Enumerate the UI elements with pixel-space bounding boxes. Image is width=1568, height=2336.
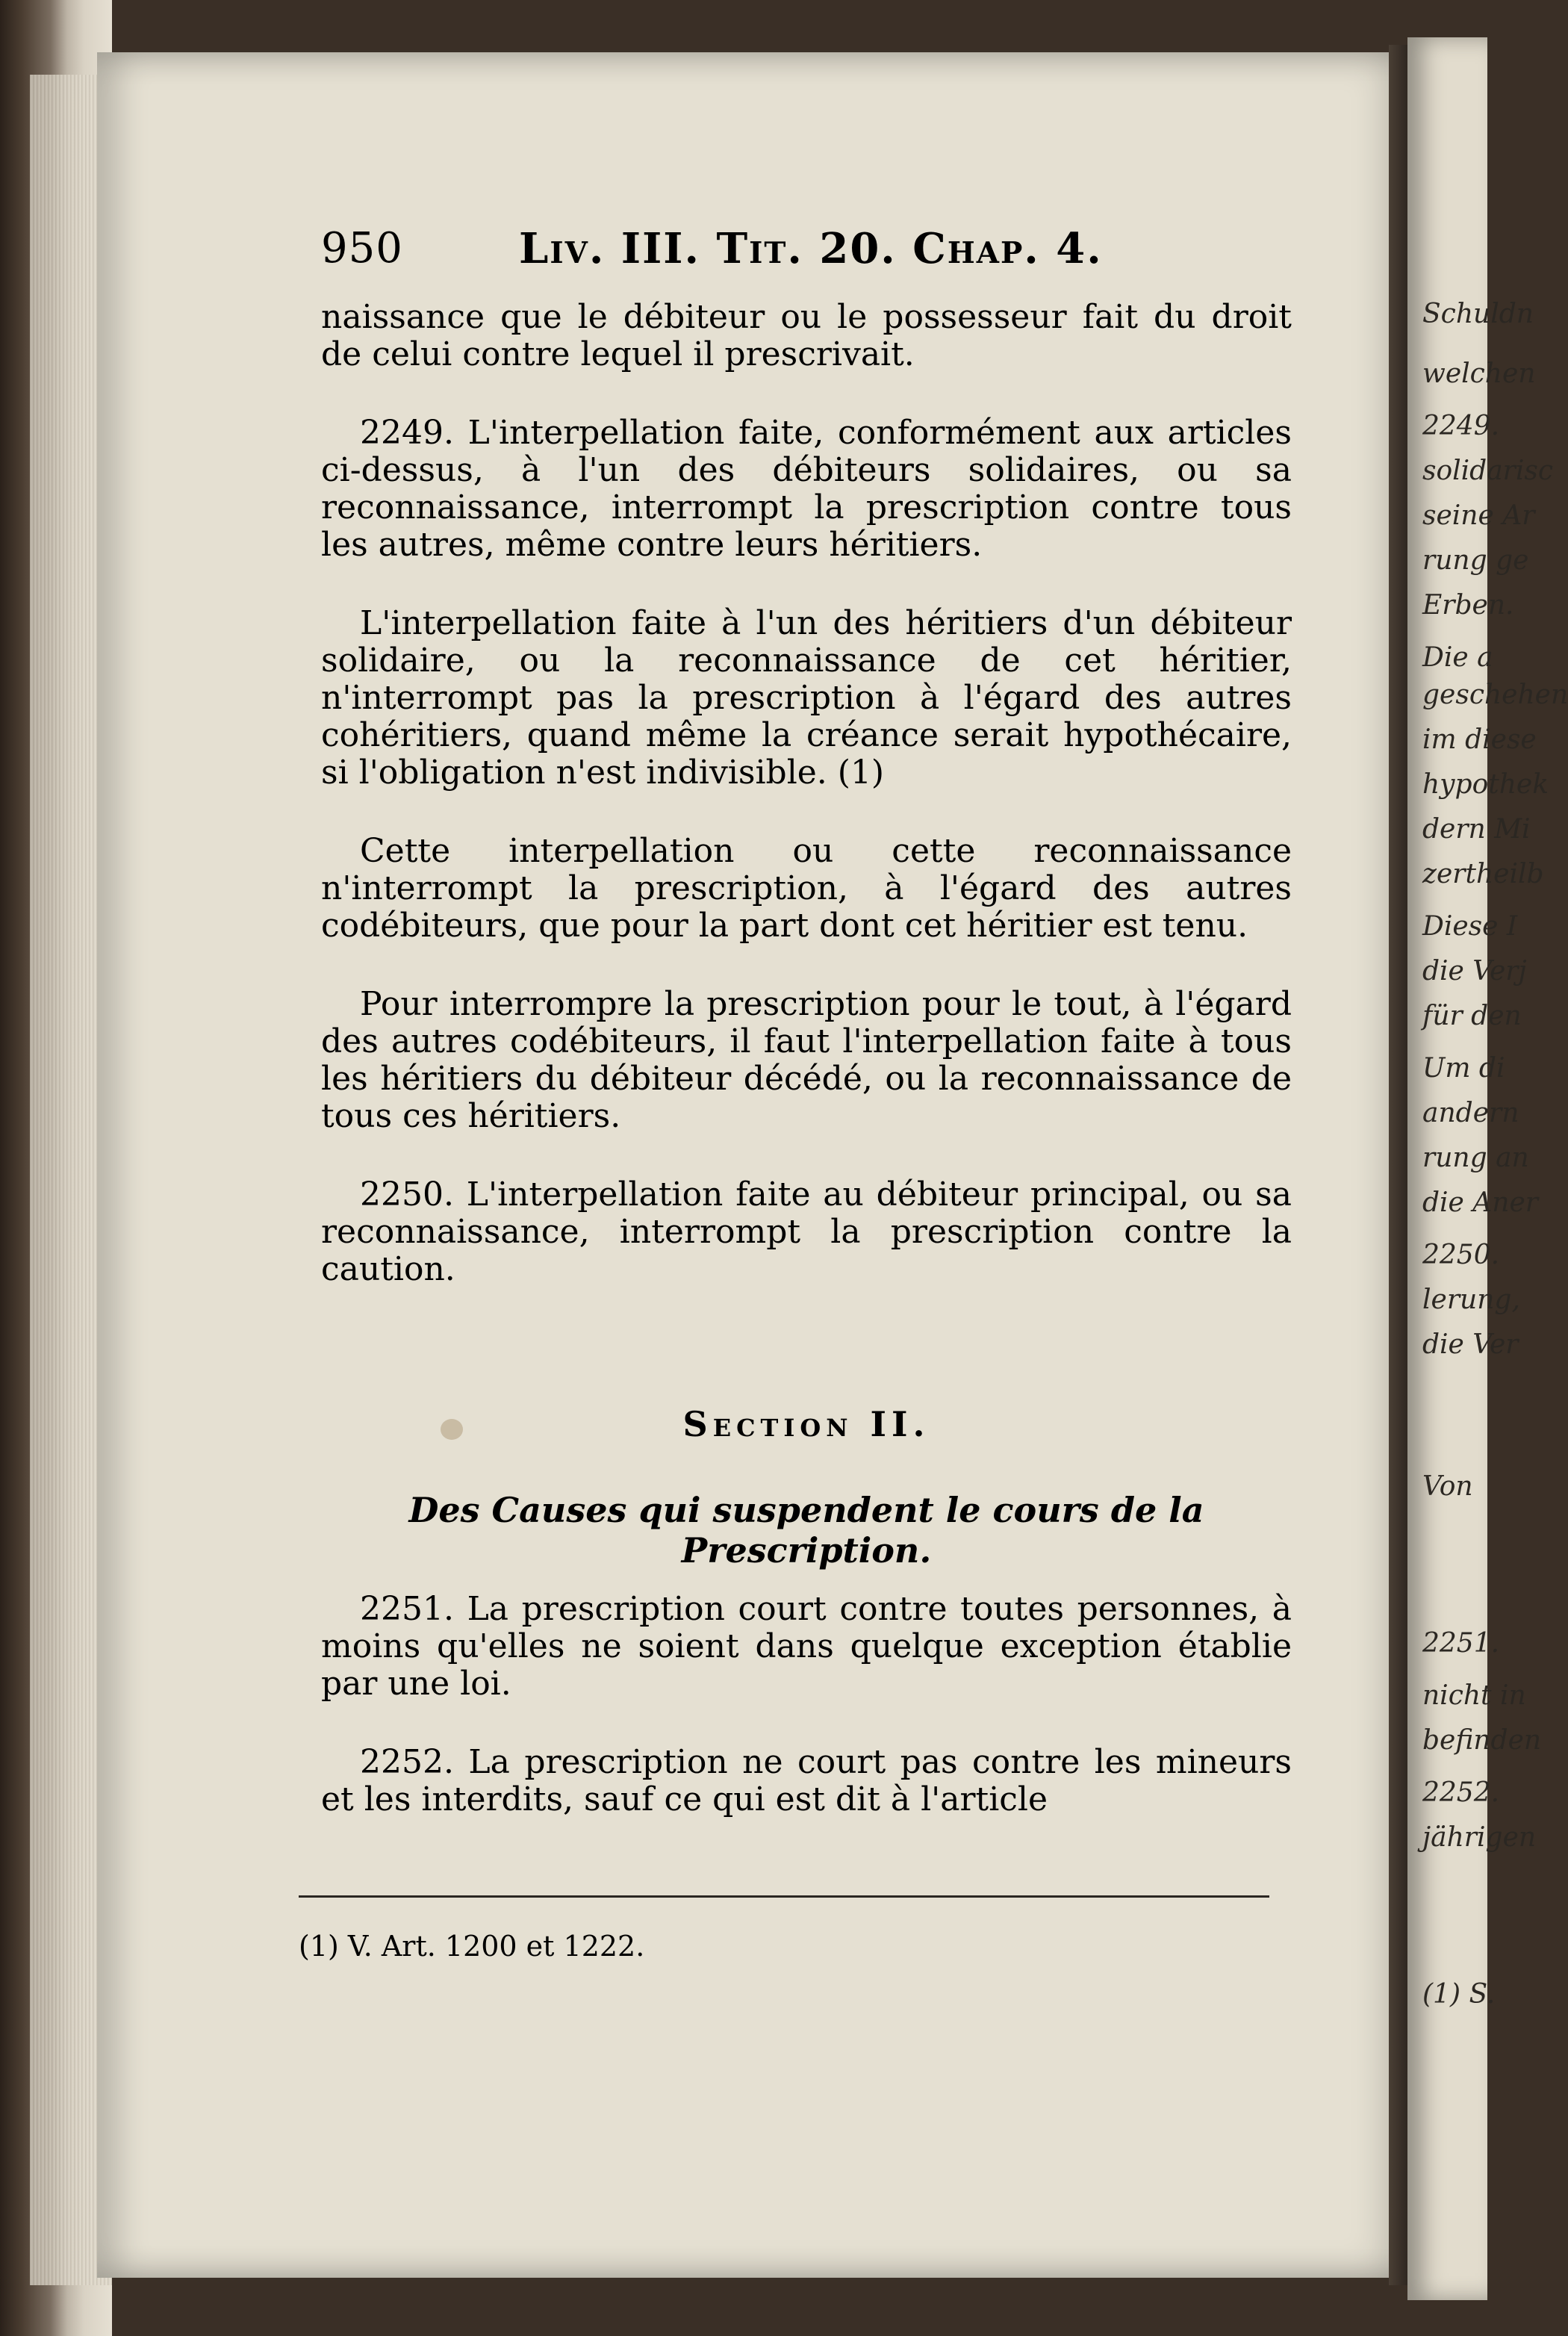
facing-page-line: für den [1422, 1001, 1522, 1031]
paragraph: 2252. La prescription ne court pas contre les mineurs et les interdits, sauf ce qui est dit à l'article [321, 1743, 1292, 1818]
paragraph: L'interpellation faite à l'un des héritiers d'un débiteur solidaire, ou la reconnaissance de cet héritier, n'interrompt pas la prescription à l'égard des autres cohéritiers, quand même la créance serait hypothécaire, si l'obligation n'est indivisible. (1) [321, 604, 1292, 792]
facing-page-line: zertheilb [1422, 859, 1544, 889]
facing-page-line: lerung, [1422, 1285, 1520, 1315]
facing-page-line: befinden [1422, 1725, 1542, 1756]
facing-page-line: rung ge [1422, 545, 1529, 576]
page-number: 950 [321, 224, 403, 273]
paragraph: 2249. L'interpellation faite, conformément aux articles ci-dessus, à l'un des débiteurs solidaires, ou sa reconnaissance, interrompt la prescription contre tous les autres, même contre leurs héritiers. [321, 414, 1292, 564]
running-head [224, 224, 1105, 284]
facing-page-line: solidarisc [1422, 456, 1554, 486]
body-text-bottom [321, 1591, 1292, 1818]
facing-page-line: Diese I [1422, 911, 1518, 942]
facing-page-line: 2252. [1422, 1777, 1500, 1808]
paragraph: Pour interrompre la prescription pour le tout, à l'égard des autres codébiteurs, il faut l'interpellation faite à tous les héritiers du débiteur décédé, ou la reconnaissance de tous ces héritiers. [321, 985, 1292, 1135]
facing-page-line: jährigen [1422, 1822, 1537, 1853]
facing-page-line: Erben. [1422, 590, 1514, 621]
paragraph: 2250. L'interpellation faite au débiteur principal, ou sa reconnaissance, interrompt la prescription contre la caution. [321, 1175, 1292, 1288]
facing-page-line: hypothek [1422, 769, 1549, 800]
facing-page-line: im diese [1422, 724, 1537, 755]
facing-page-line: (1) S. [1422, 1979, 1496, 2010]
section-title: Section II. [682, 1404, 930, 1444]
paragraph: Cette interpellation ou cette reconnaissance n'interrompt la prescription, à l'égard des autres codébiteurs, que pour la part dont cet héritier est tenu. [321, 832, 1292, 945]
facing-page-line: Schuldn [1422, 299, 1534, 329]
paragraph: 2251. La prescription court contre toutes personnes, à moins qu'elles ne soient dans quelque exception établie par une loi. [321, 1590, 1292, 1703]
facing-page-line: andern [1422, 1098, 1519, 1128]
facing-page-line: die Aner [1422, 1187, 1539, 1218]
facing-page-line: rung an [1422, 1143, 1529, 1173]
facing-page-line: 2250. [1422, 1240, 1500, 1270]
facing-page-line: geschehen [1422, 680, 1568, 710]
footnote-rule [299, 1895, 1269, 1898]
facing-page-line: Um di [1422, 1053, 1505, 1084]
facing-page-line: Die a [1422, 642, 1493, 673]
facing-page [1407, 37, 1568, 2300]
facing-page-line: die Ver [1422, 1329, 1519, 1360]
footnote: (1) V. Art. 1200 et 1222. [299, 1930, 645, 1963]
page-header-title: Liv. III. Tit. 20. Chap. 4. [519, 224, 1103, 273]
facing-page-line: seine Ar [1422, 500, 1535, 531]
facing-page-line: nicht in [1422, 1680, 1526, 1711]
section-subtitle: Des Causes qui suspendent le cours de la Prescription. [408, 1490, 1204, 1571]
facing-page-line: Von [1422, 1471, 1473, 1502]
facing-page-line: welchen [1422, 358, 1536, 389]
facing-page-line: 2249. [1422, 411, 1500, 441]
facing-page-line: dern Mi [1422, 814, 1531, 845]
paragraph: naissance que le débiteur ou le possesseur fait du droit de celui contre lequel il prescrivait. [321, 298, 1292, 373]
facing-page-line: 2251. [1422, 1628, 1500, 1659]
facing-page-line: die Verj [1422, 956, 1527, 987]
body-text-top [321, 299, 1292, 1288]
